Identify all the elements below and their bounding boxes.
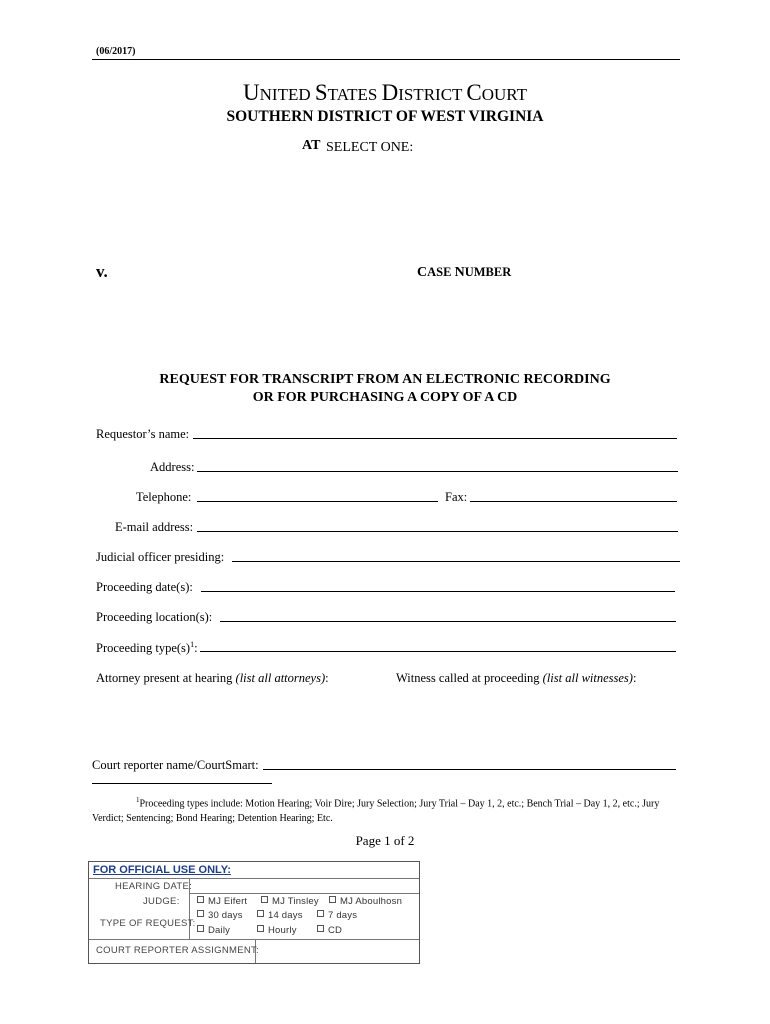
checkbox-icon[interactable] [317, 925, 324, 932]
request-option-label: Daily [208, 925, 231, 936]
judge-option-eifert[interactable] [197, 896, 247, 907]
judge-label: JUDGE: [143, 896, 180, 907]
request-title-line-1: REQUEST FOR TRANSCRIPT FROM AN ELECTRONIC RECORDING [159, 372, 611, 387]
court-district: SOUTHERN DISTRICT OF WEST VIRGINIA [226, 108, 544, 125]
header-rule [92, 59, 680, 60]
division-select[interactable]: SELECT ONE: [326, 140, 414, 155]
request-option-label: 14 days [268, 910, 303, 921]
email-field[interactable] [197, 531, 678, 532]
court-title-part: C [466, 80, 482, 105]
page-number: Page 1 of 2 [355, 833, 415, 848]
proceeding-locations-field[interactable] [220, 621, 676, 622]
witness-called-label [396, 671, 636, 686]
court-reporter-label: Court reporter name/CourtSmart: [92, 758, 259, 772]
court-reporter-field[interactable] [263, 769, 676, 770]
judge-option-label: MJ Eifert [208, 896, 248, 907]
checkbox-icon[interactable] [197, 896, 204, 903]
checkbox-icon[interactable] [257, 910, 264, 917]
judge-option-label: MJ Aboulhosn [340, 896, 403, 907]
court-title-part: U [243, 80, 260, 105]
case-number-part: UMBER [464, 265, 512, 279]
attorney-present-hint: (list all attorneys) [235, 671, 326, 685]
court-title-part: OURT [481, 85, 527, 104]
telephone-field[interactable] [197, 501, 438, 502]
court-title-part: D [381, 80, 399, 105]
versus-label: v. [96, 262, 108, 281]
court-title-part: NITED [259, 85, 315, 104]
attorney-present-label [96, 671, 329, 686]
request-option-label: 30 days [208, 910, 243, 921]
request-option-cd[interactable] [317, 925, 342, 936]
attorney-present-colon: : [325, 671, 329, 685]
address-label: Address: [150, 460, 195, 474]
request-option-daily[interactable] [197, 925, 230, 936]
request-title-line-2: OR FOR PURCHASING A COPY OF A CD [252, 390, 518, 405]
fax-label: Fax: [445, 490, 468, 504]
checkbox-icon[interactable] [329, 896, 336, 903]
judicial-officer-label: Judicial officer presiding: [96, 550, 225, 564]
box-divider [89, 939, 419, 940]
proceeding-types-text: Proceeding type(s) [96, 641, 191, 656]
request-option-label: 7 days [328, 910, 358, 921]
requestor-name-field[interactable] [193, 438, 677, 439]
court-title-part: TATES [327, 85, 382, 104]
proceeding-dates-field[interactable] [201, 591, 675, 592]
official-use-box [88, 861, 420, 964]
checkbox-icon[interactable] [261, 896, 268, 903]
type-of-request-label: TYPE OF REQUEST: [100, 918, 196, 929]
judge-option-tinsley[interactable] [261, 896, 319, 907]
telephone-label: Telephone: [136, 490, 192, 504]
footnote-rule [92, 783, 272, 784]
case-number-label [417, 265, 511, 281]
footnote [92, 793, 692, 826]
box-divider [189, 893, 419, 894]
witness-called-text: Witness called at proceeding [396, 671, 543, 685]
case-number-part: ASE [427, 265, 455, 279]
address-field[interactable] [197, 471, 678, 472]
hearing-date-label: HEARING DATE: [115, 881, 193, 892]
case-number-part: C [417, 265, 428, 280]
request-option-label: CD [328, 925, 343, 936]
box-divider [89, 878, 419, 879]
email-label: E-mail address: [115, 520, 194, 534]
witness-called-hint: (list all witnesses) [542, 671, 633, 685]
court-reporter-assignment-label: COURT REPORTER ASSIGNMENT: [96, 945, 259, 956]
requestor-name-label: Requestor’s name: [96, 427, 190, 441]
footnote-ref: 1 [190, 640, 195, 649]
checkbox-icon[interactable] [197, 910, 204, 917]
request-option-7-days[interactable] [317, 910, 357, 921]
judicial-officer-field[interactable] [232, 561, 680, 562]
official-use-header: FOR OFFICIAL USE ONLY: [93, 864, 231, 876]
witness-called-colon: : [632, 671, 637, 685]
request-option-hourly[interactable] [257, 925, 297, 936]
court-title [0, 80, 770, 106]
attorney-present-text: Attorney present at hearing [96, 671, 236, 685]
checkbox-icon[interactable] [317, 910, 324, 917]
form-revision: (06/2017) [96, 46, 136, 57]
footnote-text: Proceeding types include: Motion Hearing; Voir Dire; Jury Selection; Jury Trial – Day 1, 2, etc.; Bench Trial – Day 1, 2, etc.; Jury Verdict; Sentencing; Bond Hearing; Detention Hearing; Etc. [92, 798, 660, 825]
request-option-label: Hourly [268, 925, 297, 936]
judge-option-label: MJ Tinsley [272, 896, 319, 907]
court-title-part: S [314, 80, 328, 105]
proceeding-dates-label: Proceeding date(s): [96, 580, 193, 594]
proceeding-types-colon: : [194, 641, 198, 656]
at-label: AT [302, 138, 321, 153]
case-number-part: N [454, 265, 465, 280]
proceeding-types-field[interactable] [200, 651, 676, 652]
checkbox-icon[interactable] [257, 925, 264, 932]
court-title-part: ISTRICT [398, 85, 467, 104]
fax-field[interactable] [470, 501, 677, 502]
judge-option-aboulhosn[interactable] [329, 896, 402, 907]
request-option-30-days[interactable] [197, 910, 243, 921]
proceeding-locations-label: Proceeding location(s): [96, 610, 213, 624]
checkbox-icon[interactable] [197, 925, 204, 932]
footnote-number: 1 [136, 796, 140, 804]
request-option-14-days[interactable] [257, 910, 303, 921]
proceeding-types-label [96, 640, 198, 656]
